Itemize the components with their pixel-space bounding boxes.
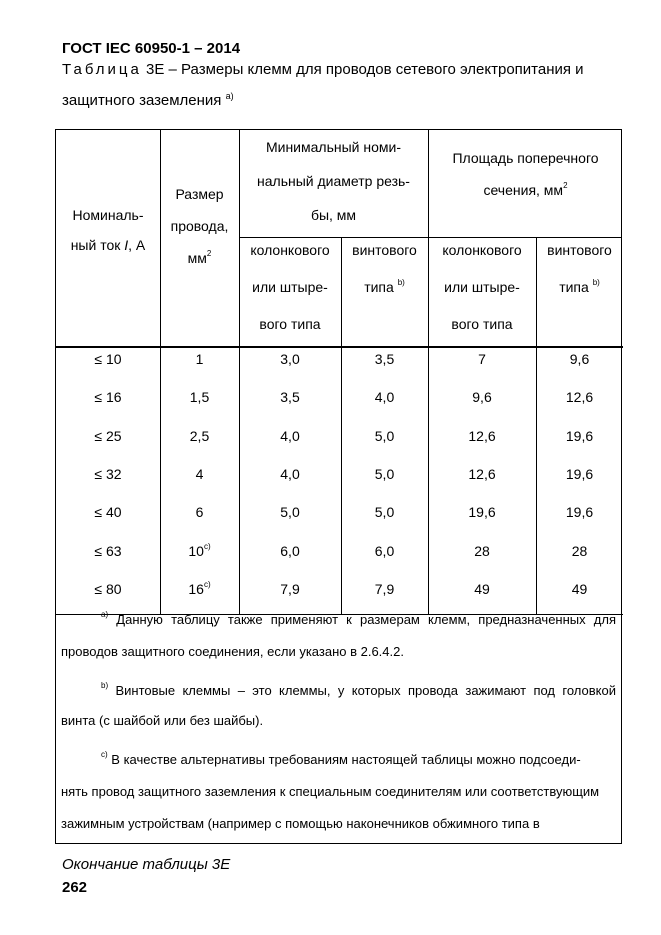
sub4-sup: b) [592, 278, 600, 287]
cell-value: 4,0 [374, 389, 395, 406]
header-cross-section [428, 142, 623, 209]
note-c-text1: В качестве альтернативы требованиям настоящей таблицы можно подсоеди- [111, 752, 581, 767]
note-a-line1 [101, 612, 616, 627]
header-min-thread-l3: бы, мм [310, 207, 357, 223]
table-cell-d2 [341, 426, 428, 446]
table-cell-d1 [239, 541, 341, 561]
cell-value: 4,0 [280, 427, 300, 444]
cell-value: 2,5 [189, 427, 210, 444]
terminal-size-table [55, 129, 622, 844]
header-wire-size [160, 178, 239, 277]
table-cell-current [56, 349, 160, 369]
sub4-l1: винтового [547, 242, 612, 258]
table-cell-d1 [239, 579, 341, 599]
subheader-screw-diameter [341, 232, 428, 308]
cell-value: 12,6 [468, 427, 496, 444]
cell-value: 6,0 [374, 542, 395, 559]
cell-value: ≤ 80 [94, 580, 122, 597]
cell-value: 7 [478, 351, 486, 367]
header-rated-current-l2: ный ток I, А [70, 237, 146, 253]
table-cell-d2 [341, 464, 428, 484]
table-cell-current [56, 387, 160, 407]
table-cell-a2 [536, 502, 623, 522]
continuation-label: Окончание таблицы 3Е [62, 856, 231, 873]
cell-value: 7,9 [280, 580, 300, 597]
cell-value: 10 [188, 542, 204, 559]
cell-value: 19,6 [565, 427, 594, 444]
table-cell-a1 [428, 464, 536, 484]
table-cell-size [160, 426, 239, 446]
table-cell-d1 [239, 464, 341, 484]
header-cross-section-text: сечения, мм [483, 182, 564, 198]
cell-value: ≤ 16 [94, 389, 122, 406]
cell-value: 19,6 [565, 504, 594, 521]
table-cell-current [56, 541, 160, 561]
table-cell-a2 [536, 541, 623, 561]
header-rated-current-l1: Номиналь- [72, 207, 144, 223]
header-wire-size-sup: 2 [206, 249, 212, 258]
caption-line2-text: защитного заземления [62, 92, 222, 109]
cell-footnote-mark: c) [203, 579, 211, 589]
note-b-mark: b) [101, 681, 109, 690]
cell-value: 6,0 [280, 542, 300, 559]
cell-value: ≤ 10 [94, 351, 122, 367]
subheader-screw-area [536, 232, 623, 308]
cell-value: 6 [195, 504, 204, 521]
sub4-l2 [536, 269, 623, 308]
table-cell-a2 [536, 349, 623, 369]
standard-title: ГОСТ IEC 60950-1 – 2014 [62, 40, 241, 57]
table-cell-a2 [536, 387, 623, 407]
caption-rest: 3Е – Размеры клемм для проводов сетевого электропитания и [141, 61, 584, 78]
note-c-mark: c) [101, 750, 108, 759]
caption-footnote-mark: a) [225, 91, 234, 101]
table-caption [62, 61, 584, 78]
subheader-pillar-area [428, 232, 536, 343]
cell-value: 3,5 [374, 351, 395, 367]
sub1-l1: колонкового [250, 242, 330, 258]
sub2-l2 [341, 269, 428, 308]
table-cell-d1 [239, 387, 341, 407]
table-cell-a1 [428, 387, 536, 407]
header-min-thread-diameter [239, 130, 428, 232]
header-cross-section-sup: 2 [563, 181, 568, 190]
table-cell-a1 [428, 426, 536, 446]
header-wire-size-unit: мм [187, 250, 207, 266]
table-cell-d2 [341, 349, 428, 369]
table-cell-d2 [341, 387, 428, 407]
cell-value: ≤ 25 [94, 427, 122, 444]
cell-value: 5,0 [374, 465, 395, 482]
table-cell-a2 [536, 464, 623, 484]
note-a-text1: Данную таблицу также применяют к размерам клемм, предназначенных для [116, 612, 616, 627]
header-min-thread-l1: Минимальный номи- [265, 139, 402, 155]
table-cell-current [56, 579, 160, 599]
sub1-l3: вого типа [259, 316, 321, 332]
note-b-line2: винта (с шайбой или без шайбы). [61, 713, 264, 728]
sub4-text: типа [559, 279, 589, 295]
cell-value: 49 [474, 580, 490, 597]
note-a-mark: a) [101, 610, 109, 619]
cell-value: 1,5 [189, 389, 210, 406]
cell-value: 1 [195, 351, 204, 367]
cell-value: 3,0 [280, 351, 300, 367]
cell-value: 5,0 [374, 504, 395, 521]
table-cell-a1 [428, 349, 536, 369]
cell-value: 28 [571, 542, 588, 559]
header-cross-section-l1: Площадь поперечного [452, 150, 599, 166]
table-cell-size [160, 579, 239, 602]
table-cell-a2 [536, 579, 623, 599]
table-cell-current [56, 464, 160, 484]
header-wire-size-l2: провода, [170, 218, 229, 234]
cell-value: 19,6 [565, 465, 594, 482]
table-cell-size [160, 502, 239, 522]
table-cell-size [160, 464, 239, 484]
table-cell-current [56, 426, 160, 446]
cell-footnote-mark: c) [203, 541, 211, 551]
cell-value: 12,6 [468, 465, 496, 482]
note-b-text1: Винтовые клеммы – это клеммы, у которых провода зажимают под головкой [115, 683, 616, 698]
cell-value: ≤ 40 [94, 504, 122, 521]
table-cell-a2 [536, 426, 623, 446]
cell-value: 28 [474, 542, 490, 559]
cell-value: ≤ 63 [94, 542, 122, 559]
sub1-l2: или штыре- [252, 279, 328, 295]
sub3-l3: вого типа [451, 316, 513, 332]
cell-value: 19,6 [468, 504, 496, 521]
table-cell-a1 [428, 502, 536, 522]
cell-value: 5,0 [280, 504, 300, 521]
table-cell-d2 [341, 502, 428, 522]
cell-value: ≤ 32 [94, 465, 122, 482]
cell-value: 9,6 [472, 389, 492, 406]
cell-value: 5,0 [374, 427, 395, 444]
table-cell-current [56, 502, 160, 522]
table-cell-d1 [239, 349, 341, 369]
table-cell-a1 [428, 541, 536, 561]
sub2-text: типа [364, 279, 394, 295]
table-cell-size [160, 349, 239, 369]
sub2-sup: b) [397, 278, 405, 287]
caption-word: Таблица [62, 61, 142, 78]
table-caption-line2 [62, 92, 234, 109]
table-cell-size [160, 387, 239, 407]
note-a-line2: проводов защитного соединения, если указано в 2.6.4.2. [61, 644, 404, 659]
note-c-line3: зажимным устройствам (например с помощью наконечников обжимного типа в [61, 816, 540, 831]
sub3-l2: или штыре- [444, 279, 520, 295]
note-b-line1 [101, 683, 616, 698]
cell-value: 3,5 [280, 389, 300, 406]
header-wire-size-l1: Размер [175, 186, 224, 202]
note-c-line1 [101, 752, 581, 767]
cell-value: 12,6 [565, 389, 594, 406]
note-c-line2: нять провод защитного заземления к специальным соединителям или соответствующим [61, 784, 600, 799]
cell-value: 4,0 [280, 465, 300, 482]
page-number: 262 [62, 879, 88, 896]
sub2-l1: винтового [352, 242, 417, 258]
header-wire-size-l3 [160, 242, 239, 277]
header-min-thread-l2: нальный диаметр резь- [257, 173, 410, 189]
cell-value: 4 [195, 465, 204, 482]
table-cell-d2 [341, 541, 428, 561]
table-cell-size [160, 541, 239, 564]
table-cell-d1 [239, 426, 341, 446]
cell-value: 9,6 [569, 351, 590, 367]
cell-value: 49 [571, 580, 588, 597]
table-cell-a1 [428, 579, 536, 599]
table-cell-d2 [341, 579, 428, 599]
table-cell-d1 [239, 502, 341, 522]
header-rated-current [56, 200, 160, 260]
cell-value: 7,9 [374, 580, 395, 597]
sub3-l1: колонкового [442, 242, 522, 258]
cell-value: 16 [188, 580, 204, 597]
subheader-pillar-diameter [239, 232, 341, 343]
header-cross-section-l2 [428, 174, 623, 209]
